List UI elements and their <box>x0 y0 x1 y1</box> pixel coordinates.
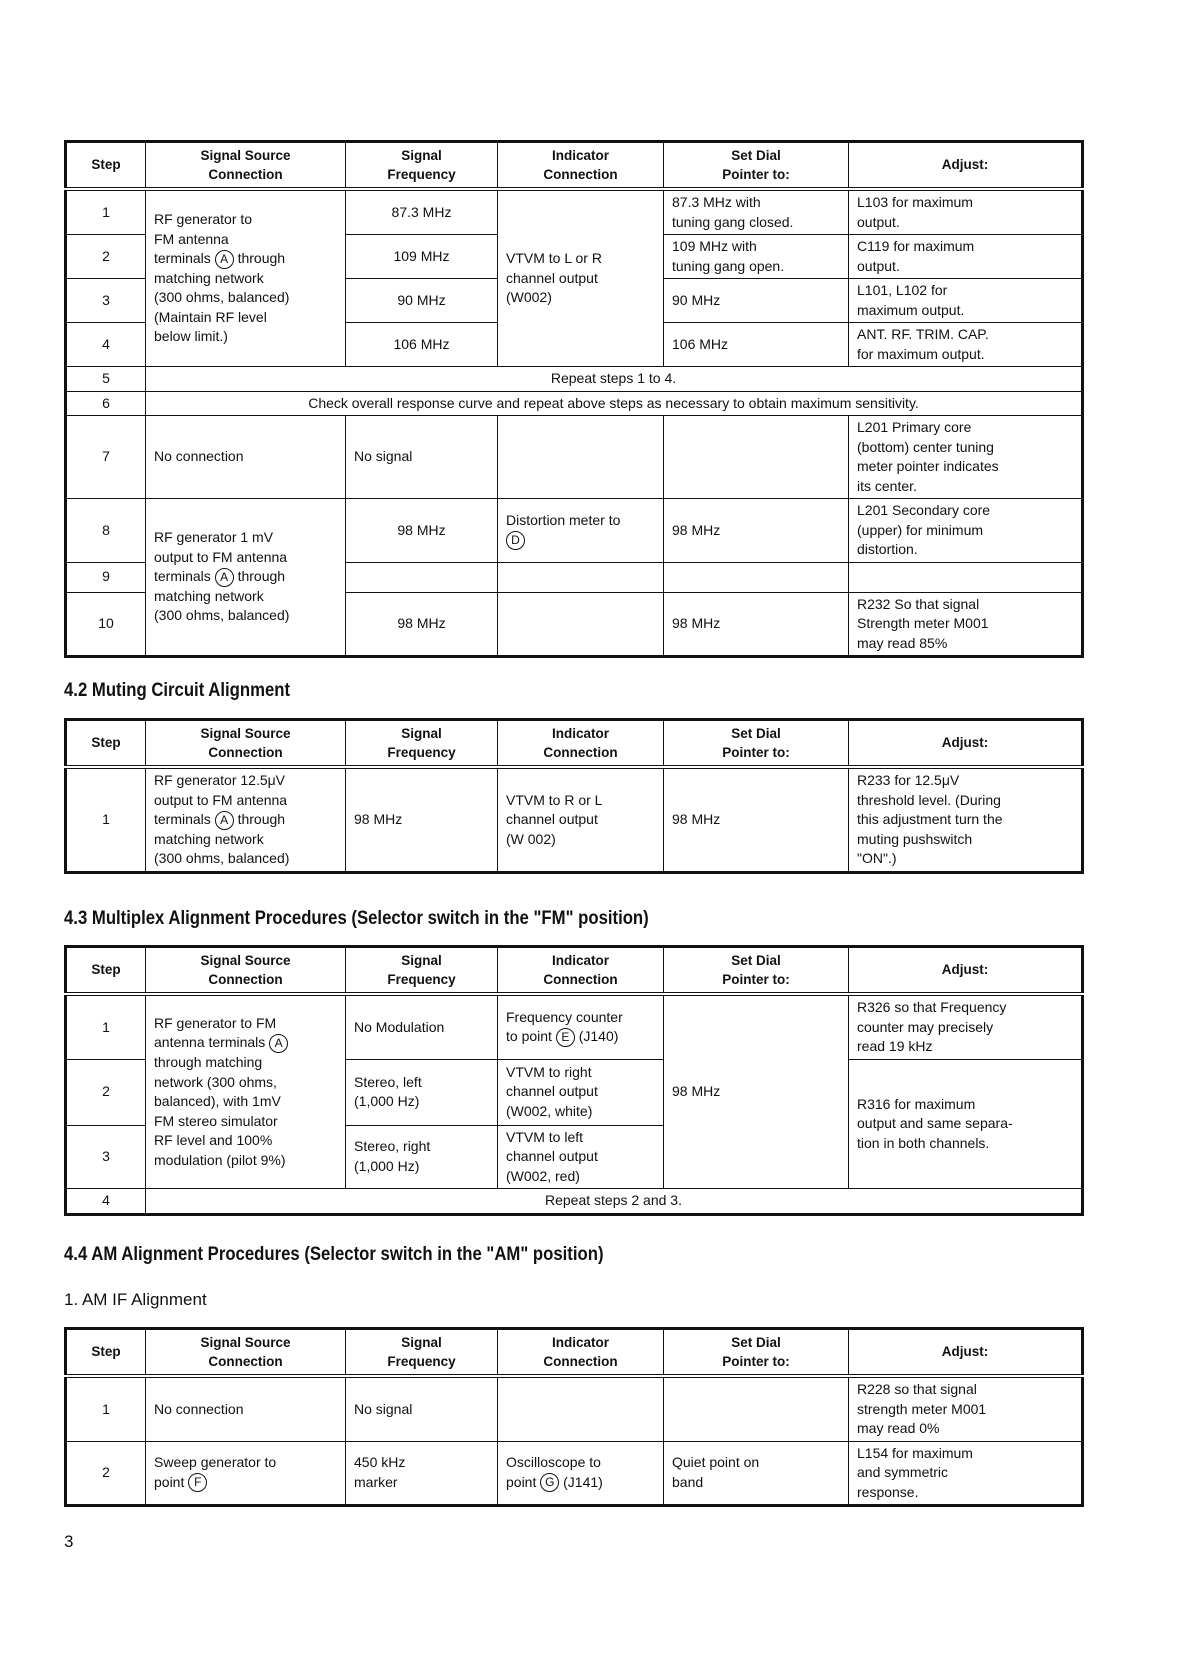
point-a-icon: A <box>215 568 234 587</box>
table-header-row <box>66 720 1083 768</box>
frequency-cell: Stereo, right (1,000 Hz) <box>346 1125 498 1189</box>
dial-cell: 106 MHz <box>664 323 849 367</box>
header-dial: Set Dial Pointer to: <box>664 720 849 768</box>
indicator-cell: VTVM to right channel output (W002, white) <box>498 1059 664 1125</box>
dial-cell: 98 MHz <box>664 499 849 563</box>
step-cell: 2 <box>66 1059 146 1125</box>
section-heading-muting: 4.2 Muting Circuit Alignment <box>64 680 291 701</box>
table-header-row <box>66 142 1083 190</box>
adjust-cell: L103 for maximum output. <box>849 189 1083 235</box>
adjust-cell: L154 for maximum and symmetric response. <box>849 1441 1083 1506</box>
dial-cell: 87.3 MHz with tuning gang closed. <box>664 189 849 235</box>
dial-cell <box>664 416 849 499</box>
am-if-alignment-table <box>64 1327 1084 1507</box>
adjust-cell: R232 So that signal Strength meter M001 may read 85% <box>849 592 1083 657</box>
section-heading-multiplex: 4.3 Multiplex Alignment Procedures (Selector switch in the "FM" position) <box>64 908 649 929</box>
frequency-cell: 87.3 MHz <box>346 189 498 235</box>
muting-alignment-table <box>64 718 1084 874</box>
indicator-text: Frequency counter to point <box>506 1008 623 1045</box>
step-cell: 5 <box>66 367 146 392</box>
indicator-text: Oscilloscope to point <box>506 1454 601 1490</box>
table-row <box>66 391 1083 416</box>
dial-cell: 90 MHz <box>664 279 849 323</box>
adjust-cell: L201 Secondary core (upper) for minimum distortion. <box>849 499 1083 563</box>
adjust-cell: C119 for maximum output. <box>849 235 1083 279</box>
point-d-icon: D <box>506 531 525 550</box>
step-cell: 2 <box>66 235 146 279</box>
table-header-row <box>66 947 1083 995</box>
subheading-am-if: 1. AM IF Alignment <box>64 1290 207 1309</box>
header-indicator: Indicator Connection <box>498 720 664 768</box>
indicator-cell <box>498 562 664 592</box>
header-step: Step <box>66 947 146 995</box>
indicator-cell <box>498 1376 664 1441</box>
indicator-cell: VTVM to L or R channel output (W002) <box>498 189 664 367</box>
adjust-cell: R316 for maximum output and same separa- tion in both channels. <box>849 1059 1083 1189</box>
dial-cell <box>664 1376 849 1441</box>
adjust-cell: R228 so that signal strength meter M001 may read 0% <box>849 1376 1083 1441</box>
indicator-cell: VTVM to R or L channel output (W 002) <box>498 767 664 872</box>
frequency-cell: 450 kHz marker <box>346 1441 498 1506</box>
source-cell <box>146 994 346 1189</box>
dial-cell: Quiet point on band <box>664 1441 849 1506</box>
source-cell <box>146 767 346 872</box>
frequency-cell: 106 MHz <box>346 323 498 367</box>
adjust-cell: R233 for 12.5μV threshold level. (During this adjustment turn the muting pushswitch "ON".) <box>849 767 1083 872</box>
indicator-cell <box>498 416 664 499</box>
indicator-cell <box>498 1441 664 1506</box>
frequency-cell: No Modulation <box>346 994 498 1059</box>
step-cell: 1 <box>66 994 146 1059</box>
source-cell <box>146 1441 346 1506</box>
adjust-cell: L101, L102 for maximum output. <box>849 279 1083 323</box>
table-header-row <box>66 1329 1083 1377</box>
indicator-text: Distortion meter to <box>506 511 621 528</box>
source-cell <box>146 499 346 657</box>
frequency-cell: No signal <box>346 1376 498 1441</box>
header-indicator: Indicator Connection <box>498 947 664 995</box>
header-frequency: Signal Frequency <box>346 947 498 995</box>
dial-cell <box>664 562 849 592</box>
frequency-cell: 98 MHz <box>346 592 498 657</box>
indicator-cell <box>498 994 664 1059</box>
frequency-cell: 98 MHz <box>346 499 498 563</box>
header-source: Signal Source Connection <box>146 947 346 995</box>
table-row <box>66 1376 1083 1441</box>
source-text: through matching network (300 ohms, balanced) (Maintain RF level below limit.) <box>154 250 290 345</box>
table-row <box>66 416 1083 499</box>
indicator-cell: VTVM to left channel output (W002, red) <box>498 1125 664 1189</box>
source-text: RF generator 12.5μV output to FM antenna terminals <box>154 772 288 827</box>
header-source: Signal Source Connection <box>146 142 346 190</box>
source-text: through matching network (300 ohms, balanced), with 1mV FM stereo simulator RF level and 100% modulation (pilot 9%) <box>154 1054 286 1168</box>
dial-cell: 98 MHz <box>664 592 849 657</box>
header-adjust: Adjust: <box>849 947 1083 995</box>
step-cell: 8 <box>66 499 146 563</box>
multiplex-alignment-table <box>64 945 1084 1216</box>
dial-cell: 98 MHz <box>664 994 849 1189</box>
header-frequency: Signal Frequency <box>346 1329 498 1377</box>
header-source: Signal Source Connection <box>146 720 346 768</box>
header-dial: Set Dial Pointer to: <box>664 947 849 995</box>
table-row <box>66 767 1083 872</box>
point-a-icon: A <box>269 1034 288 1053</box>
page-number: 3 <box>64 1532 74 1551</box>
step-cell: 1 <box>66 767 146 872</box>
table-row <box>66 189 1083 235</box>
step-cell: 4 <box>66 323 146 367</box>
note-cell: Repeat steps 1 to 4. <box>146 367 1083 392</box>
indicator-text: (J141) <box>563 1473 603 1490</box>
source-text: Sweep generator to point <box>154 1454 277 1490</box>
point-a-icon: A <box>215 811 234 830</box>
note-cell: Check overall response curve and repeat above steps as necessary to obtain maximum sensitivity. <box>146 391 1083 416</box>
point-a-icon: A <box>215 250 234 269</box>
step-cell: 9 <box>66 562 146 592</box>
header-adjust: Adjust: <box>849 142 1083 190</box>
dial-cell: 98 MHz <box>664 767 849 872</box>
fm-alignment-table <box>64 140 1084 658</box>
table-row <box>66 367 1083 392</box>
step-cell: 2 <box>66 1441 146 1506</box>
indicator-text: (J140) <box>578 1028 619 1045</box>
adjust-cell: R326 so that Frequency counter may precisely read 19 kHz <box>849 994 1083 1059</box>
frequency-cell: 109 MHz <box>346 235 498 279</box>
source-cell: No connection <box>146 416 346 499</box>
header-frequency: Signal Frequency <box>346 720 498 768</box>
frequency-cell: 90 MHz <box>346 279 498 323</box>
source-text: RF generator to FM antenna terminals <box>154 1014 277 1051</box>
header-indicator: Indicator Connection <box>498 142 664 190</box>
header-step: Step <box>66 720 146 768</box>
table-row <box>66 499 1083 563</box>
note-cell: Repeat steps 2 and 3. <box>146 1189 1083 1215</box>
header-dial: Set Dial Pointer to: <box>664 1329 849 1377</box>
step-cell: 1 <box>66 189 146 235</box>
source-text: through matching network (300 ohms, balanced) <box>154 811 290 867</box>
frequency-cell: 98 MHz <box>346 767 498 872</box>
step-cell: 4 <box>66 1189 146 1215</box>
header-adjust: Adjust: <box>849 720 1083 768</box>
source-cell <box>146 189 346 367</box>
adjust-cell: ANT. RF. TRIM. CAP. for maximum output. <box>849 323 1083 367</box>
step-cell: 3 <box>66 279 146 323</box>
header-indicator: Indicator Connection <box>498 1329 664 1377</box>
step-cell: 6 <box>66 391 146 416</box>
frequency-cell: Stereo, left (1,000 Hz) <box>346 1059 498 1125</box>
frequency-cell: No signal <box>346 416 498 499</box>
step-cell: 3 <box>66 1125 146 1189</box>
header-dial: Set Dial Pointer to: <box>664 142 849 190</box>
table-row <box>66 1441 1083 1506</box>
header-frequency: Signal Frequency <box>346 142 498 190</box>
step-cell: 1 <box>66 1376 146 1441</box>
header-source: Signal Source Connection <box>146 1329 346 1377</box>
header-step: Step <box>66 1329 146 1377</box>
step-cell: 10 <box>66 592 146 657</box>
point-e-icon: E <box>556 1028 575 1047</box>
header-adjust: Adjust: <box>849 1329 1083 1377</box>
source-text: RF generator to FM antenna terminals <box>154 211 253 267</box>
step-cell: 7 <box>66 416 146 499</box>
point-f-icon: F <box>188 1473 207 1492</box>
indicator-cell <box>498 499 664 563</box>
indicator-cell <box>498 592 664 657</box>
source-cell: No connection <box>146 1376 346 1441</box>
source-text: through matching network (300 ohms, balanced) <box>154 568 290 624</box>
frequency-cell <box>346 562 498 592</box>
table-row <box>66 1189 1083 1215</box>
dial-cell: 109 MHz with tuning gang open. <box>664 235 849 279</box>
source-text: RF generator 1 mV output to FM antenna terminals <box>154 529 288 585</box>
table-row <box>66 994 1083 1059</box>
adjust-cell <box>849 562 1083 592</box>
point-g-icon: G <box>540 1473 559 1492</box>
section-heading-am: 4.4 AM Alignment Procedures (Selector switch in the "AM" position) <box>64 1244 604 1265</box>
adjust-cell: L201 Primary core (bottom) center tuning meter pointer indicates its center. <box>849 416 1083 499</box>
header-step: Step <box>66 142 146 190</box>
